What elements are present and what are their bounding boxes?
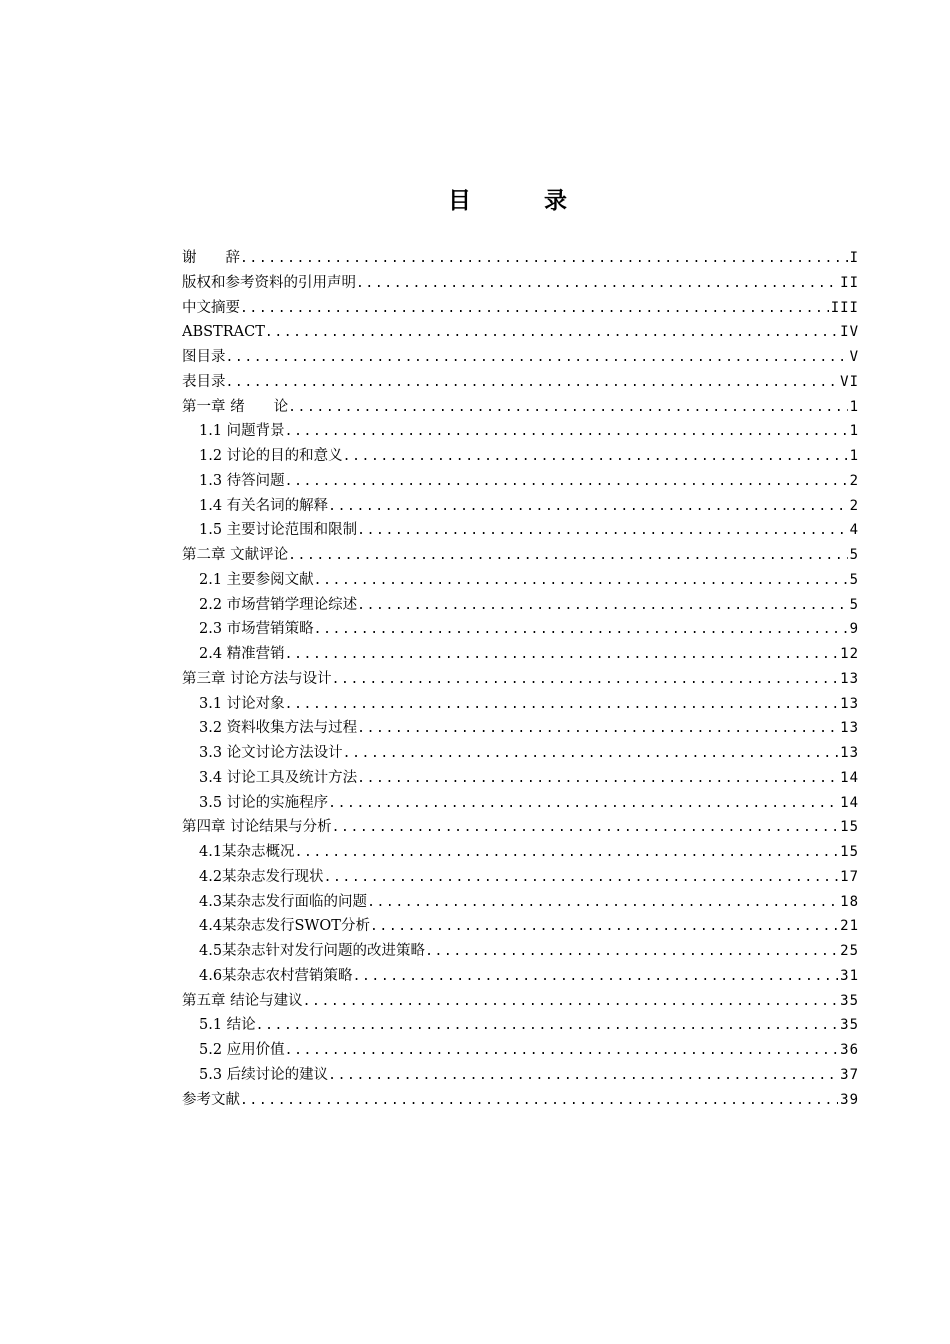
toc-page-number: 4 (849, 522, 859, 539)
toc-section-entry[interactable] (182, 1063, 859, 1088)
toc-section-entry[interactable] (182, 939, 859, 964)
toc-section-entry[interactable] (182, 568, 859, 593)
toc-dot-leader (324, 866, 839, 890)
toc-entry-label: 4.4某杂志发行SWOT分析 (199, 918, 370, 935)
toc-page-number: 15 (840, 819, 859, 836)
toc-page-number: 5 (849, 596, 859, 613)
toc-entry-label: 第五章 结论与建议 (182, 992, 303, 1009)
toc-section-entry[interactable] (182, 914, 859, 939)
toc-dot-leader (332, 668, 839, 692)
toc-dot-leader (285, 420, 848, 444)
toc-section-entry[interactable] (182, 1013, 859, 1038)
toc-entry-label: ABSTRACT (182, 324, 265, 341)
toc-entry-label: 谢 辞 (182, 250, 240, 266)
toc-section-entry[interactable] (182, 865, 859, 890)
toc-dot-leader (285, 470, 848, 494)
toc-dot-leader (357, 519, 847, 543)
toc-entry-label: 4.5某杂志针对发行问题的改进策略 (199, 943, 426, 959)
toc-section-entry[interactable] (182, 518, 859, 543)
toc-page-number: 14 (840, 769, 859, 786)
toc-page-number: 5 (849, 547, 859, 563)
toc-section-entry[interactable] (182, 692, 859, 717)
toc-section-entry[interactable] (182, 766, 859, 791)
toc-page-number: 35 (840, 1017, 859, 1034)
toc-page-number: 36 (840, 1042, 859, 1058)
toc-page-number: 1 (849, 448, 859, 464)
toc-chapter-entry[interactable] (182, 1088, 859, 1113)
toc-page-number: 1 (849, 423, 859, 440)
toc-entry-label: 4.6某杂志农村营销策略 (199, 967, 353, 984)
toc-entry-label: 第三章 讨论方法与设计 (182, 670, 332, 687)
toc-chapter-entry[interactable] (182, 370, 859, 395)
table-of-contents (182, 246, 859, 1112)
toc-page-number: 18 (840, 893, 859, 910)
toc-page-number: II (840, 274, 859, 291)
toc-dot-leader (265, 321, 838, 345)
toc-page-number: 31 (840, 967, 859, 984)
toc-page-number: 13 (840, 720, 859, 737)
toc-entry-label: 中文摘要 (182, 299, 240, 316)
toc-section-entry[interactable] (182, 716, 859, 741)
toc-dot-leader (240, 297, 829, 321)
toc-chapter-entry[interactable] (182, 320, 859, 345)
toc-chapter-entry[interactable] (182, 815, 859, 840)
toc-page-number: III (830, 299, 859, 316)
toc-dot-leader (343, 445, 848, 469)
toc-entry-label: 1.2 讨论的目的和意义 (199, 448, 343, 464)
toc-page-number: I (849, 250, 859, 266)
toc-entry-label: 3.2 资料收集方法与过程 (199, 720, 358, 737)
toc-chapter-entry[interactable] (182, 246, 859, 271)
toc-dot-leader (328, 495, 847, 519)
toc-dot-leader (314, 569, 848, 593)
toc-entry-label: 表目录 (182, 373, 226, 390)
toc-entry-label: 1.5 主要讨论范围和限制 (199, 522, 358, 539)
toc-page-number: 21 (840, 918, 859, 935)
toc-page-number: 13 (840, 745, 859, 761)
toc-dot-leader (285, 643, 838, 667)
toc-dot-leader (256, 1014, 838, 1038)
toc-entry-label: 图目录 (182, 349, 226, 365)
toc-dot-leader (285, 693, 838, 717)
toc-entry-label: 5.3 后续讨论的建议 (199, 1066, 329, 1083)
toc-page-number: 13 (840, 670, 859, 687)
toc-dot-leader (425, 940, 838, 964)
toc-section-entry[interactable] (182, 840, 859, 865)
toc-entry-label: 5.1 结论 (199, 1017, 256, 1034)
toc-page-number: 37 (840, 1066, 859, 1083)
toc-page-number: VI (840, 373, 859, 390)
toc-entry-label: 1.1 问题背景 (199, 423, 285, 440)
toc-page-number: 35 (840, 992, 859, 1009)
toc-entry-label: 第一章 绪 论 (182, 398, 289, 415)
toc-dot-leader (356, 272, 838, 296)
toc-entry-label: 2.4 精准营销 (199, 646, 285, 662)
toc-dot-leader (357, 717, 838, 741)
toc-dot-leader (288, 544, 847, 568)
toc-section-entry[interactable] (182, 494, 859, 519)
toc-section-entry[interactable] (182, 1038, 859, 1063)
toc-page-number: IV (840, 324, 859, 341)
toc-chapter-entry[interactable] (182, 667, 859, 692)
toc-dot-leader (295, 841, 839, 865)
toc-entry-label: 3.1 讨论对象 (199, 695, 285, 712)
toc-chapter-entry[interactable] (182, 395, 859, 420)
toc-page-number: 13 (840, 695, 859, 712)
toc-entry-label: 3.3 论文讨论方法设计 (199, 745, 343, 761)
toc-dot-leader (226, 346, 848, 370)
toc-chapter-entry[interactable] (182, 271, 859, 296)
toc-dot-leader (240, 247, 848, 271)
toc-entry-label: 第四章 讨论结果与分析 (182, 819, 332, 836)
toc-entry-label: 版权和参考资料的引用声明 (182, 274, 356, 291)
toc-section-entry[interactable] (182, 741, 859, 766)
toc-dot-leader (357, 594, 847, 618)
toc-entry-label: 5.2 应用价值 (199, 1042, 285, 1058)
toc-entry-label: 3.4 讨论工具及统计方法 (199, 769, 358, 786)
toc-chapter-entry[interactable] (182, 345, 859, 370)
toc-entry-label: 2.3 市场营销策略 (199, 621, 314, 638)
toc-section-entry[interactable] (182, 642, 859, 667)
toc-entry-label: 3.5 讨论的实施程序 (199, 794, 329, 811)
toc-page-number: 9 (849, 621, 859, 638)
toc-dot-leader (288, 396, 847, 420)
toc-section-entry[interactable] (182, 469, 859, 494)
toc-page-number: 1 (849, 398, 859, 415)
toc-dot-leader (367, 891, 838, 915)
toc-dot-leader (328, 792, 838, 816)
toc-dot-leader (285, 1039, 838, 1063)
toc-page-number: 39 (840, 1091, 859, 1108)
toc-page-number: 14 (840, 794, 859, 811)
toc-entry-label: 4.3某杂志发行面临的问题 (199, 893, 368, 910)
toc-section-entry[interactable] (182, 890, 859, 915)
toc-entry-label: 1.4 有关名词的解释 (199, 497, 329, 514)
toc-section-entry[interactable] (182, 791, 859, 816)
toc-dot-leader (332, 816, 839, 840)
toc-entry-label: 4.2某杂志发行现状 (199, 868, 324, 885)
toc-dot-leader (357, 767, 838, 791)
toc-entry-label: 1.3 待答问题 (199, 472, 285, 489)
toc-chapter-entry[interactable] (182, 989, 859, 1014)
toc-page-number: 2 (849, 472, 859, 489)
toc-dot-leader (303, 990, 839, 1014)
toc-chapter-entry[interactable] (182, 296, 859, 321)
toc-dot-leader (314, 618, 848, 642)
toc-dot-leader (353, 965, 839, 989)
toc-page-number: 12 (840, 646, 859, 662)
toc-page-number: 17 (840, 868, 859, 885)
toc-entry-label: 2.2 市场营销学理论综述 (199, 596, 358, 613)
toc-dot-leader (240, 1089, 838, 1113)
toc-page-number: 15 (840, 844, 859, 860)
toc-entry-label: 2.1 主要参阅文献 (199, 571, 314, 588)
toc-dot-leader (328, 1064, 838, 1088)
toc-entry-label: 参考文献 (182, 1091, 240, 1108)
toc-page-number: 5 (849, 571, 859, 588)
toc-section-entry[interactable] (182, 964, 859, 989)
toc-section-entry[interactable] (182, 593, 859, 618)
toc-dot-leader (370, 915, 838, 939)
toc-dot-leader (226, 371, 839, 395)
toc-entry-label: 4.1某杂志概况 (199, 844, 295, 860)
toc-page-number: 25 (840, 943, 859, 959)
toc-section-entry[interactable] (182, 444, 859, 469)
toc-page-number: 2 (849, 497, 859, 514)
toc-section-entry[interactable] (182, 617, 859, 642)
toc-page-number: V (849, 349, 859, 365)
page-title: 目 录 (448, 188, 592, 214)
toc-section-entry[interactable] (182, 419, 859, 444)
toc-dot-leader (343, 742, 838, 766)
toc-chapter-entry[interactable] (182, 543, 859, 568)
toc-entry-label: 第二章 文献评论 (182, 547, 289, 563)
